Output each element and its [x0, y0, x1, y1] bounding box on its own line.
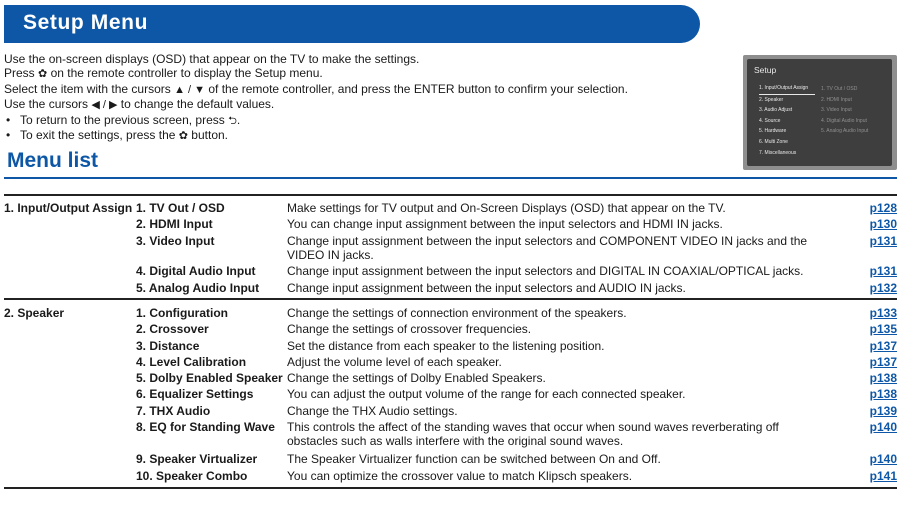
- intro-text-part: Select the item with the cursors: [4, 81, 175, 96]
- menu-item-name: 4. Digital Audio Input: [136, 264, 256, 278]
- osd-menu-item: 3. Audio Adjust: [759, 107, 793, 114]
- menu-item-description: Change the THX Audio settings.: [287, 404, 458, 418]
- intro-text-part: To return to the previous screen, press: [20, 112, 229, 127]
- page-title: Setup Menu: [23, 11, 148, 34]
- gear-icon: ✿: [178, 130, 188, 143]
- menu-item-name: 9. Speaker Virtualizer: [136, 452, 258, 466]
- page-link[interactable]: p137: [869, 339, 897, 353]
- osd-submenu-item: 3. Video Input: [821, 107, 852, 114]
- osd-submenu: [821, 84, 868, 137]
- menu-item-name: 3. Distance: [136, 339, 200, 353]
- menu-item-name: 3. Video Input: [136, 234, 215, 248]
- intro-line: [4, 82, 628, 97]
- intro-text: [4, 52, 628, 143]
- osd-title: Setup: [754, 65, 777, 75]
- osd-main-menu: [759, 84, 815, 158]
- osd-menu-item: 1. Input/Output Assign: [759, 84, 815, 95]
- intro-line: Use the on-screen displays (OSD) that appear on the TV to make the settings.: [4, 52, 420, 66]
- page-link[interactable]: p139: [869, 404, 897, 418]
- left-right-cursor-icon: ◀ / ▶: [91, 99, 118, 112]
- category-label: 1. Input/Output Assign: [4, 201, 133, 215]
- menu-list-heading: Menu list: [7, 149, 99, 172]
- intro-text-part: of the remote controller, and press the ENTER button to confirm your selection.: [205, 81, 628, 96]
- menu-item-name: 1. TV Out / OSD: [136, 201, 225, 215]
- page-link[interactable]: p128: [869, 201, 897, 215]
- menu-item-description: Change input assignment between the input selectors and COMPONENT VIDEO IN jacks and the VIDEO IN jacks.: [287, 234, 808, 262]
- menu-item-description: Make settings for TV output and On-Screen Displays (OSD) that appear on the TV.: [287, 201, 726, 215]
- page-link[interactable]: p135: [869, 322, 897, 336]
- menu-item-description: Set the distance from each speaker to the listening position.: [287, 339, 605, 353]
- menu-item-name: 5. Dolby Enabled Speaker: [136, 371, 283, 385]
- menu-item-name: 6. Equalizer Settings: [136, 387, 254, 401]
- menu-item-name: 8. EQ for Standing Wave: [136, 420, 275, 434]
- menu-item-description: Change the settings of Dolby Enabled Speakers.: [287, 371, 546, 385]
- page-link[interactable]: p133: [869, 306, 897, 320]
- osd-submenu-item: 4. Digital Audio Input: [821, 117, 867, 124]
- menu-item-name: 2. Crossover: [136, 322, 209, 336]
- table-divider: [4, 487, 897, 489]
- menu-item-name: 7. THX Audio: [136, 404, 211, 418]
- osd-submenu-item: 1. TV Out / OSD: [821, 86, 858, 92]
- title-banner: [4, 5, 700, 43]
- osd-menu-item: 4. Source: [759, 117, 781, 124]
- menu-item-description: Change input assignment between the input selectors and DIGITAL IN COAXIAL/OPTICAL jacks.: [287, 264, 804, 278]
- menu-item-description: Change the settings of connection environment of the speakers.: [287, 306, 627, 320]
- osd-menu-item: 6. Multi Zone: [759, 138, 788, 145]
- page-link[interactable]: p130: [869, 217, 897, 231]
- menu-item-description: The Speaker Virtualizer function can be switched between On and Off.: [287, 452, 661, 466]
- page-link[interactable]: p141: [869, 469, 897, 483]
- bullet-icon: •: [6, 112, 11, 127]
- bullet-icon: •: [6, 128, 11, 143]
- osd-screen: [747, 59, 892, 166]
- heading-divider: [4, 177, 897, 179]
- osd-menu-item: 5. Hardware: [759, 128, 787, 135]
- osd-submenu-item: 2. HDMI Input: [821, 96, 852, 103]
- gear-icon: ✿: [38, 68, 48, 81]
- intro-bullet: [4, 113, 628, 128]
- intro-text-part: to change the default values.: [117, 97, 275, 112]
- osd-menu-item: 7. Miscellaneous: [759, 149, 797, 156]
- page-link[interactable]: p140: [869, 452, 897, 466]
- table-divider: [4, 194, 897, 196]
- intro-line: [4, 97, 628, 112]
- page-link[interactable]: p131: [869, 234, 897, 248]
- menu-item-description: Adjust the volume level of each speaker.: [287, 355, 502, 369]
- menu-item-description: You can change input assignment between the input selectors and HDMI IN jacks.: [287, 217, 723, 231]
- intro-text-part: Press: [4, 66, 39, 81]
- menu-item-name: 5. Analog Audio Input: [136, 281, 260, 295]
- table-divider: [4, 298, 897, 300]
- intro-line: [4, 66, 628, 81]
- menu-item-description: You can optimize the crossover value to match Klipsch speakers.: [287, 469, 633, 483]
- menu-item-description: You can adjust the output volume of the range for each connected speaker.: [287, 387, 686, 401]
- menu-item-description: This controls the affect of the standing waves that occur when sound waves reverberating off obstacles such as walls interfere with the original sound waves.: [287, 420, 779, 448]
- category-label: 2. Speaker: [4, 306, 65, 320]
- page-link[interactable]: p132: [869, 281, 897, 295]
- page-link[interactable]: p137: [869, 355, 897, 369]
- menu-item-description: Change the settings of crossover frequencies.: [287, 322, 532, 336]
- intro-text-part: Use the cursors: [4, 97, 92, 112]
- menu-item-description: Change input assignment between the input selectors and AUDIO IN jacks.: [287, 281, 686, 295]
- page-link[interactable]: p131: [869, 264, 897, 278]
- menu-item-name: 2. HDMI Input: [136, 217, 213, 231]
- page-link[interactable]: p138: [869, 371, 897, 385]
- page-link[interactable]: p140: [869, 420, 897, 434]
- intro-bullet: [4, 128, 628, 143]
- intro-text-part: button.: [187, 128, 228, 143]
- intro-text-part: To exit the settings, press the: [20, 128, 179, 143]
- page-link[interactable]: p138: [869, 387, 897, 401]
- osd-menu-item: 2. Speaker: [759, 96, 784, 103]
- menu-item-name: 1. Configuration: [136, 306, 228, 320]
- intro-text-part: on the remote controller to display the Setup menu.: [47, 66, 323, 81]
- menu-item-name: 4. Level Calibration: [136, 355, 247, 369]
- osd-submenu-item: 5. Analog Audio Input: [821, 128, 869, 135]
- back-icon: ⮌: [228, 114, 237, 127]
- up-down-cursor-icon: ▲ / ▼: [174, 83, 206, 96]
- menu-item-name: 10. Speaker Combo: [136, 469, 248, 483]
- intro-text-part: .: [236, 112, 241, 127]
- osd-screenshot: [743, 55, 897, 170]
